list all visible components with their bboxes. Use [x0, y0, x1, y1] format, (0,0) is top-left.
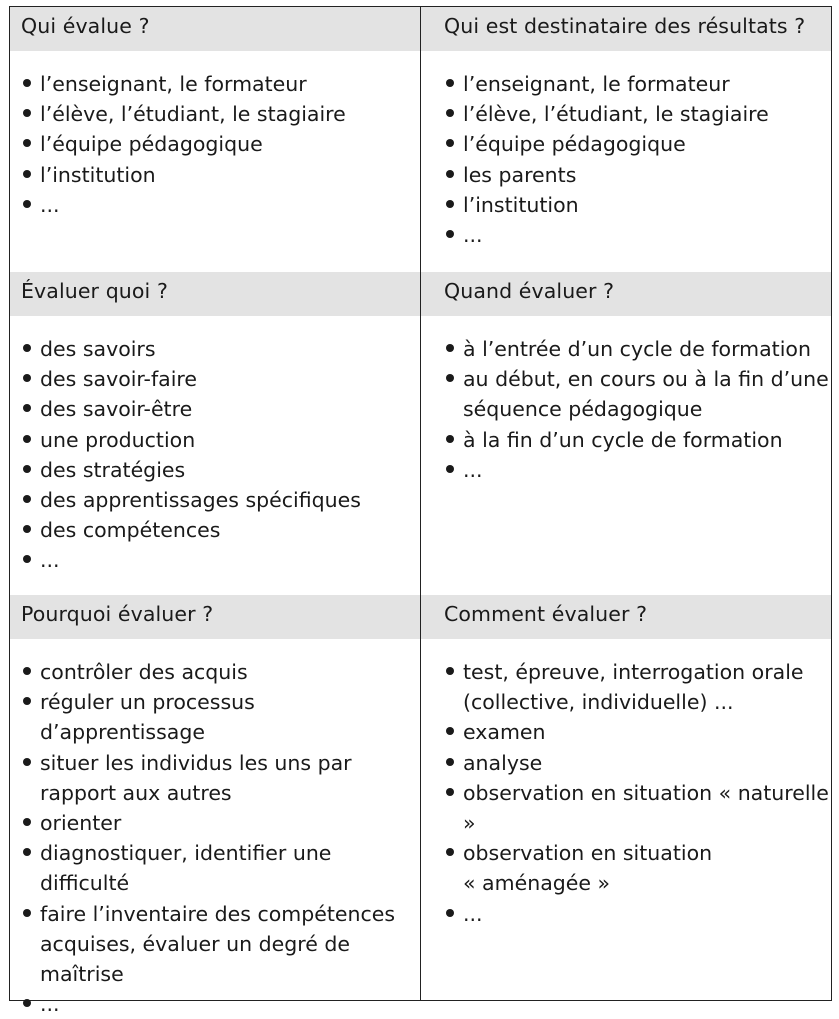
list-item: l’enseignant, le formateur: [21, 69, 420, 99]
list-item: des savoir-être: [21, 394, 420, 424]
bullet-list: [421, 316, 831, 485]
cell-heading: Quand évaluer ?: [421, 272, 831, 316]
bullet-list: [10, 51, 420, 220]
list-item: l’enseignant, le formateur: [444, 69, 831, 99]
list-item: l’équipe pédagogique: [21, 129, 420, 159]
bullet-list: [421, 639, 831, 929]
list-item: diagnostiquer, identifier une difficulté: [21, 838, 420, 898]
list-item: observation en situation « aménagée »: [444, 838, 831, 898]
cell-heading: Qui évalue ?: [10, 7, 420, 51]
list-item: examen: [444, 717, 831, 747]
list-item: ...: [21, 545, 420, 575]
list-item: ...: [444, 220, 831, 250]
list-item: observation en situation « naturelle »: [444, 778, 831, 838]
cell-heading: Évaluer quoi ?: [10, 272, 420, 316]
cell-heading: Pourquoi évaluer ?: [10, 595, 420, 639]
list-item: l’élève, l’étudiant, le stagiaire: [21, 99, 420, 129]
list-item: ...: [21, 190, 420, 220]
evaluation-table: [9, 6, 832, 1017]
list-item: les parents: [444, 160, 831, 190]
bullet-list: [421, 51, 831, 250]
cell-comment-evaluer: [421, 595, 831, 1000]
cell-heading: Qui est destinataire des résultats ?: [421, 7, 831, 51]
list-item: au début, en cours ou à la fin d’une séquence pédagogique: [444, 364, 831, 424]
list-item: l’élève, l’étudiant, le stagiaire: [444, 99, 831, 129]
bullet-list: [10, 316, 420, 576]
list-item: situer les individus les uns par rapport aux autres: [21, 748, 420, 808]
cell-evaluer-quoi: [10, 272, 421, 595]
list-item: des compétences: [21, 515, 420, 545]
cell-heading: Comment évaluer ?: [421, 595, 831, 639]
list-item: des savoir-faire: [21, 364, 420, 394]
list-item: une production: [21, 425, 420, 455]
list-item: à l’entrée d’un cycle de formation: [444, 334, 831, 364]
list-item: des apprentissages spécifiques: [21, 485, 420, 515]
list-item: test, épreuve, interrogation orale (collective, individuelle) ...: [444, 657, 831, 717]
list-item: ...: [21, 989, 420, 1019]
list-item: l’équipe pédagogique: [444, 129, 831, 159]
list-item: ...: [444, 455, 831, 485]
list-item: des savoirs: [21, 334, 420, 364]
list-item: des stratégies: [21, 455, 420, 485]
cell-quand-evaluer: [421, 272, 831, 595]
cell-qui-evalue: [10, 7, 421, 272]
list-item: l’institution: [444, 190, 831, 220]
list-item: analyse: [444, 748, 831, 778]
list-item: à la fin d’un cycle de formation: [444, 425, 831, 455]
list-item: orienter: [21, 808, 420, 838]
list-item: ...: [444, 899, 831, 929]
list-item: réguler un processus d’apprentissage: [21, 687, 420, 747]
cell-pourquoi-evaluer: [10, 595, 421, 1017]
bullet-list: [10, 639, 420, 1019]
list-item: contrôler des acquis: [21, 657, 420, 687]
cell-destinataire: [421, 7, 831, 272]
list-item: l’institution: [21, 160, 420, 190]
list-item: faire l’inventaire des compétences acquises, évaluer un degré de maîtrise: [21, 899, 420, 990]
